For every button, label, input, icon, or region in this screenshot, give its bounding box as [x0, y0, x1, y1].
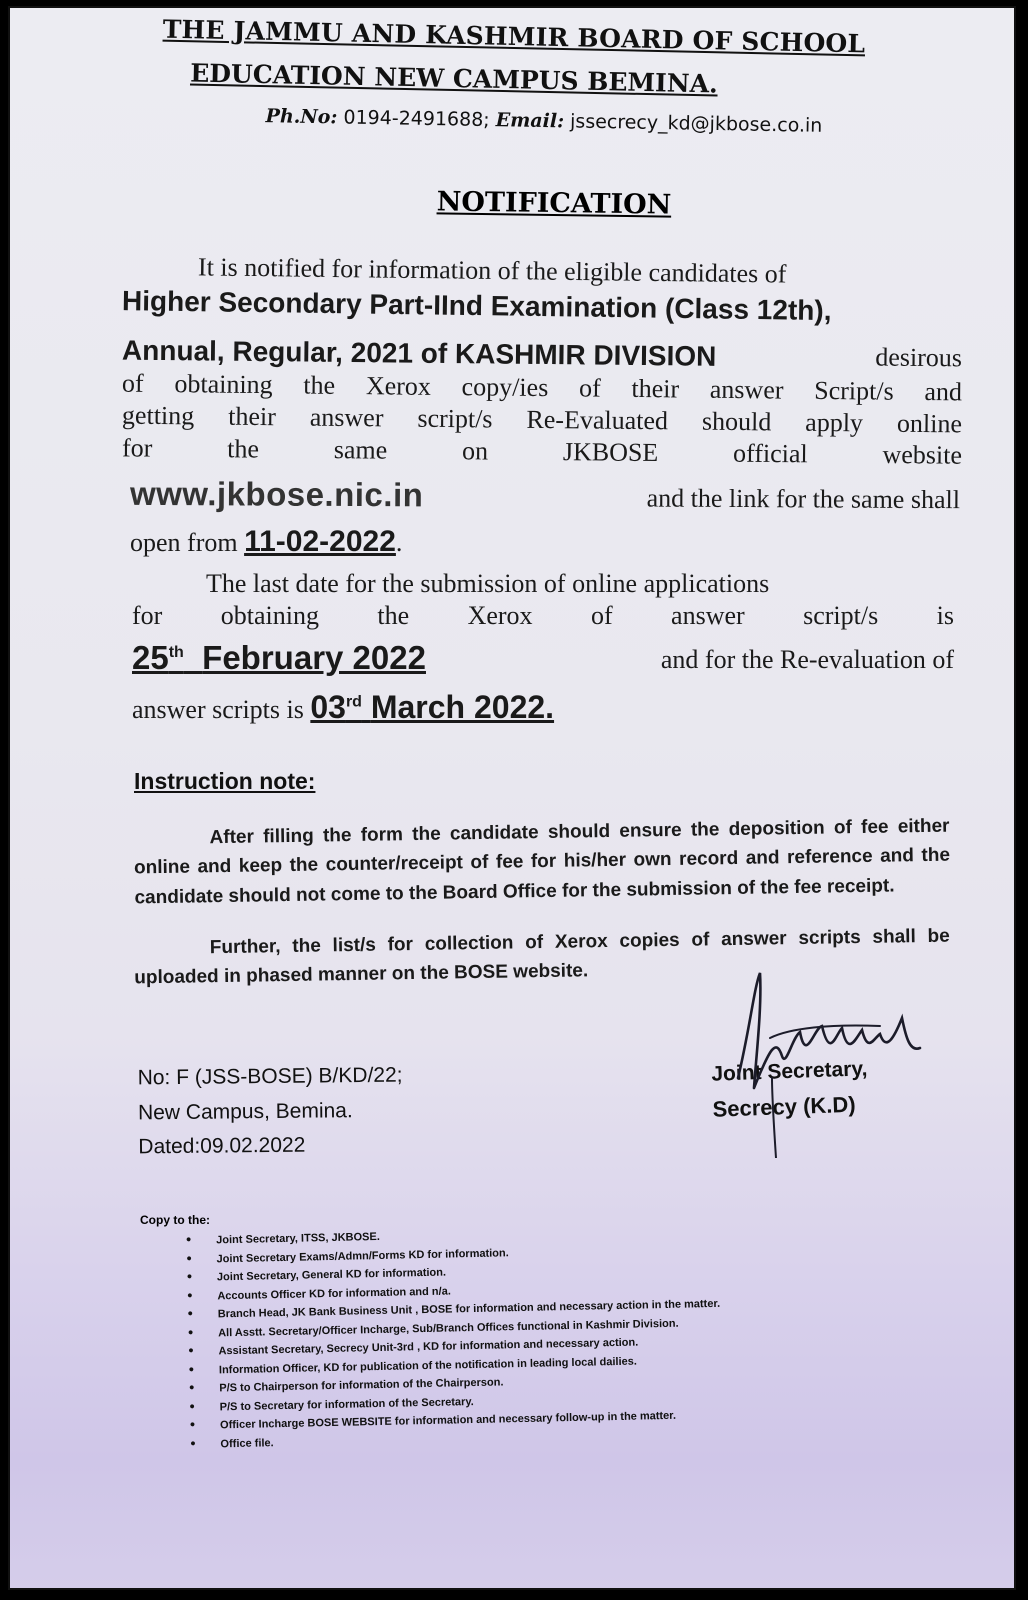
para1-desirous: desirous: [875, 342, 963, 373]
para1-line1: It is notified for information of the eligible candidates of: [197, 252, 787, 289]
open-from-label: open from: [130, 528, 238, 557]
dated: Dated:09.02.2022: [138, 1133, 306, 1159]
para2-line2: for obtaining the Xerox of answer script/s is: [132, 601, 954, 630]
phone-label: Ph.No:: [265, 105, 338, 129]
campus-address: New Campus, Bemina.: [137, 1098, 353, 1125]
list-item: • All Asstt. Secretary/Officer Incharge, Sub/Branch Offices functional in Kashmir Division.: [188, 1311, 721, 1341]
answer-scripts-label: answer scripts is: [132, 695, 304, 724]
list-item: • P/S to Secretary for information of the Secretary.: [189, 1385, 722, 1415]
signatory-office: Secrecy (K.D): [712, 1091, 857, 1122]
list-item: • Joint Secretary, General KD for information.: [187, 1256, 720, 1286]
notification-title: NOTIFICATION: [436, 186, 672, 221]
reevaluation-last-date: 03rd March 2022.: [310, 689, 555, 725]
para2-line3: [132, 638, 954, 678]
instruction-para2: Further, the list/s for collection of Xerox copies of answer scripts shall be uploaded in phased manner on the BOSE website.: [134, 925, 950, 989]
signatory-designation: Joint Secretary,: [711, 1057, 868, 1086]
phone-number: 0194-2491688;: [343, 106, 490, 132]
list-item: • Assistant Secretary, Secrecy Unit-3rd , KD for information and necessary action.: [188, 1330, 721, 1360]
signature-scribble: [710, 968, 940, 1158]
website-link[interactable]: www.jkbose.nic.in: [129, 474, 424, 514]
list-item: • Information Officer, KD for publication of the notification in leading local dailies.: [189, 1348, 722, 1378]
exam-session: Annual, Regular, 2021 of KASHMIR DIVISION: [121, 334, 717, 372]
para1-line8: open from 11-02-2022.: [130, 525, 403, 558]
para1-line5: getting their answer script/s Re-Evaluated should apply online: [121, 400, 963, 439]
open-date: 11-02-2022: [244, 525, 396, 558]
reference-block: [137, 1059, 403, 1166]
file-number: No: F (JSS-BOSE) B/KD/22;: [137, 1063, 403, 1090]
link-tail: and the link for the same shall: [646, 483, 961, 515]
para1-line6: for the same on JKBOSE official website: [121, 433, 963, 470]
xerox-last-date: 25th February 2022: [132, 639, 426, 676]
board-name-line1: THE JAMMU AND KASHMIR BOARD OF SCHOOL: [162, 14, 866, 59]
para2-line1: The last date for the submission of online applications: [206, 569, 770, 598]
list-item: • Joint Secretary, ITSS, JKBOSE.: [186, 1219, 719, 1249]
notification-sheet: [8, 6, 1016, 1590]
para2-tail: and for the Re-evaluation of: [660, 645, 954, 674]
para1-line4: of obtaining the Xerox copy/ies of their answer Script/s and: [121, 368, 963, 407]
list-item: • Joint Secretary Exams/Admn/Forms KD for information.: [186, 1237, 719, 1267]
instruction-heading: Instruction note:: [134, 768, 316, 794]
board-name-line2: EDUCATION NEW CAMPUS BEMINA.: [189, 58, 719, 99]
instruction-para1: After filling the form the candidate should ensure the deposition of fee either online and keep the counter/receipt of fee for his/her own record and reference and the candidate should not come to the Board Office for the submission of the fee receipt.: [133, 815, 951, 909]
copy-to-heading: Copy to the:: [140, 1213, 210, 1227]
para1-exam: Higher Secondary Part-IInd Examination (Class 12th),: [121, 285, 832, 327]
list-item: • Branch Head, JK Bank Business Unit , BOSE for information and necessary action in the matter.: [188, 1293, 721, 1323]
list-item: • P/S to Chairperson for information of the Chairperson.: [189, 1367, 722, 1397]
email-address: jssecrecy_kd@jkbose.co.in: [569, 110, 823, 137]
copy-to-list: [186, 1219, 723, 1452]
list-item: • Officer Incharge BOSE WEBSITE for information and necessary follow-up in the matter.: [190, 1404, 723, 1434]
list-item: • Office file.: [190, 1422, 723, 1452]
para1-line7: [130, 474, 960, 518]
contact-line: [40, 101, 1028, 141]
email-label: Email:: [495, 109, 565, 133]
list-item: • Accounts Officer KD for information and n/a.: [187, 1274, 720, 1304]
para2-line4: [132, 688, 972, 726]
